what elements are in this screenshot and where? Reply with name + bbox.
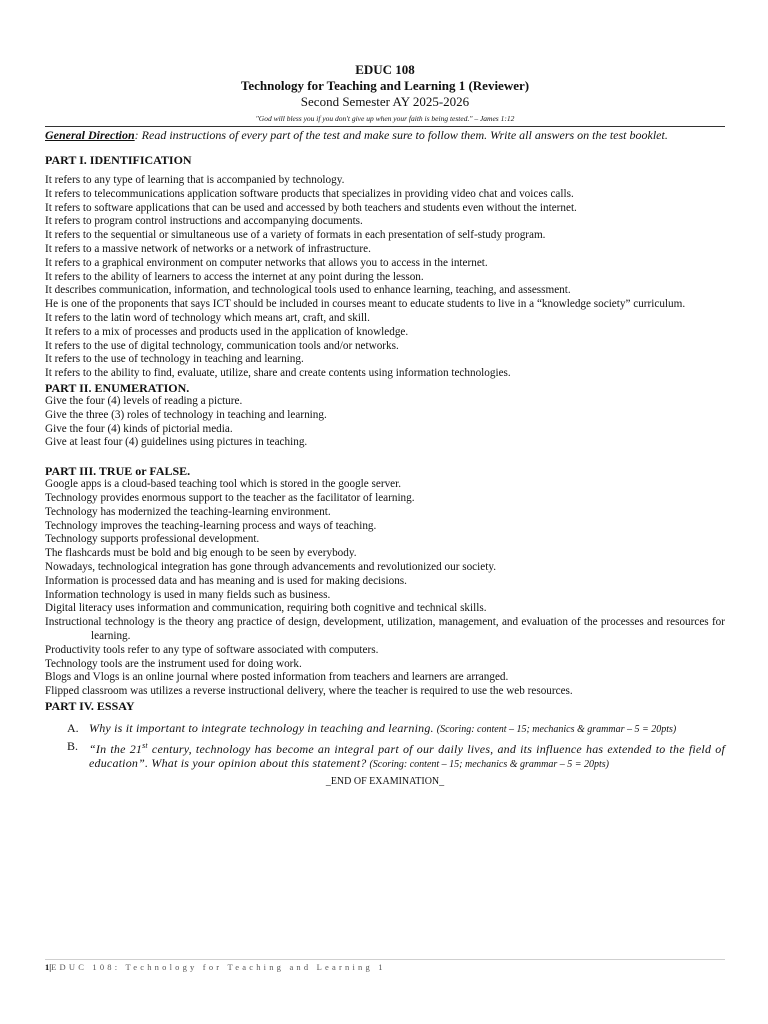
- list-item: Flipped classroom was utilizes a reverse instructional delivery, where the teacher is required to use the web resources.: [45, 685, 573, 698]
- list-item: Productivity tools refer to any type of software associated with computers.: [45, 643, 379, 656]
- list-item: Technology improves the teaching-learning process and ways of teaching.: [45, 519, 377, 532]
- list-item: Digital literacy uses information and communication, requiring both cognitive and technical skills.: [45, 602, 487, 615]
- footer-separator: |: [49, 962, 52, 972]
- essay-question-a: [67, 721, 725, 737]
- list-item: Information technology is used in many fields such as business.: [45, 588, 331, 601]
- list-item: It refers to software applications that can be used and accessed by both teachers and students even without the internet.: [45, 201, 577, 214]
- essay-letter: B.: [67, 738, 79, 753]
- list-item: He is one of the proponents that says ICT should be included in courses meant to educate students to live in a “knowledge society” curriculum.: [45, 298, 686, 311]
- list-item: It refers to a massive network of networks or a network of infrastructure.: [45, 242, 371, 255]
- list-item: It refers to the sequential or simultaneous use of a variety of formats in each presentation of self-study program.: [45, 229, 546, 242]
- general-direction-label: General Direction: [45, 128, 135, 142]
- list-item: Give the four (4) kinds of pictorial media.: [45, 422, 233, 435]
- essay-letter: A.: [67, 720, 79, 735]
- bible-quote: "God will bless you if you don't give up when your faith is being tested." – James 1:12: [255, 114, 515, 123]
- part1-list: [45, 174, 725, 381]
- header-divider: [45, 126, 725, 127]
- list-item: It refers to any type of learning that is accompanied by technology.: [45, 174, 345, 186]
- list-item: It describes communication, information, and technological tools used to enhance learning, teaching, and assessment.: [45, 284, 571, 297]
- list-item: Information is processed data and has meaning and is used for making decisions.: [45, 574, 407, 587]
- general-direction: [45, 128, 725, 142]
- list-item: Give the three (3) roles of technology in teaching and learning.: [45, 408, 327, 421]
- list-item: Technology provides enormous support to the teacher as the facilitator of learning.: [45, 491, 415, 504]
- list-item: Instructional technology is the theory ang practice of design, development, utilization, management, and evaluation of the processes and resources for learning.: [45, 616, 725, 642]
- part2-heading: PART II. ENUMERATION.: [45, 380, 190, 395]
- essay-scoring: (Scoring: content – 15; mechanics & grammar – 5 = 20pts): [436, 723, 677, 735]
- part3-heading: PART III. TRUE or FALSE.: [45, 464, 191, 479]
- list-item: It refers to the latin word of technology which means art, craft, and skill.: [45, 311, 370, 324]
- end-of-examination: _END OF EXAMINATION_: [325, 775, 445, 787]
- essay-body: [89, 739, 725, 772]
- page-footer: [45, 959, 725, 972]
- list-item: It refers to a mix of processes and products used in the application of knowledge.: [45, 325, 409, 338]
- part1-heading: PART I. IDENTIFICATION: [45, 153, 192, 167]
- course-code: EDUC 108: [355, 62, 415, 77]
- essay-body: [89, 721, 725, 737]
- exam-page: [45, 62, 725, 788]
- list-item: It refers to telecommunications application software products that specializes in providing video chat and voices calls.: [45, 187, 574, 200]
- list-item: It refers to the ability to find, evaluate, utilize, share and create contents using information technologies.: [45, 367, 511, 380]
- essay-question-text-start: “In the 21: [89, 741, 143, 756]
- essay-list: [45, 721, 725, 772]
- essay-question-superscript: st: [142, 740, 148, 750]
- list-item: It refers to a graphical environment on computer networks that allows you to access in the internet.: [45, 256, 488, 269]
- list-item: Google apps is a cloud-based teaching tool which is stored in the google server.: [45, 478, 402, 491]
- list-item: Nowadays, technological integration has gone through advancements and revolutionized our society.: [45, 560, 496, 573]
- list-item: It refers to the ability of learners to access the internet at any point during the lesson.: [45, 270, 424, 283]
- part3-list: [45, 478, 725, 699]
- essay-question-text-end: century, technology has become an integral part of our daily lives, and its influence has extended to the field of education”. What is your opinion about this statement?: [89, 741, 725, 770]
- essay-question-text: Why is it important to integrate technology in teaching and learning.: [89, 720, 434, 735]
- essay-question-b: [67, 739, 725, 772]
- general-direction-text: : Read instructions of every part of the test and make sure to follow them. Write all answers on the test booklet.: [134, 128, 668, 142]
- part2-list: [45, 395, 725, 450]
- part4-heading: PART IV. ESSAY: [45, 698, 135, 713]
- list-item: It refers to the use of digital technology, communication tools and/or networks.: [45, 339, 399, 352]
- list-item: Technology supports professional development.: [45, 533, 260, 546]
- page-number: 1: [45, 962, 50, 972]
- list-item: Technology tools are the instrument used for doing work.: [45, 657, 302, 670]
- list-item: The flashcards must be bold and big enough to be seen by everybody.: [45, 547, 357, 560]
- list-item: Give at least four (4) guidelines using pictures in teaching.: [45, 436, 308, 449]
- list-item: Blogs and Vlogs is an online journal where posted information from teachers and learners are arranged.: [45, 671, 509, 684]
- list-item: It refers to the use of technology in teaching and learning.: [45, 353, 304, 366]
- list-item: Give the four (4) levels of reading a picture.: [45, 394, 243, 407]
- footer-text: EDUC 108: Technology for Teaching and Learning 1: [51, 962, 386, 972]
- semester-line: Second Semester AY 2025-2026: [300, 94, 470, 109]
- list-item: Technology has modernized the teaching-learning environment.: [45, 505, 331, 518]
- list-item: It refers to program control instructions and accompanying documents.: [45, 215, 363, 228]
- document-title: Technology for Teaching and Learning 1 (Reviewer): [240, 78, 530, 93]
- essay-scoring: (Scoring: content – 15; mechanics & grammar – 5 = 20pts): [369, 758, 609, 770]
